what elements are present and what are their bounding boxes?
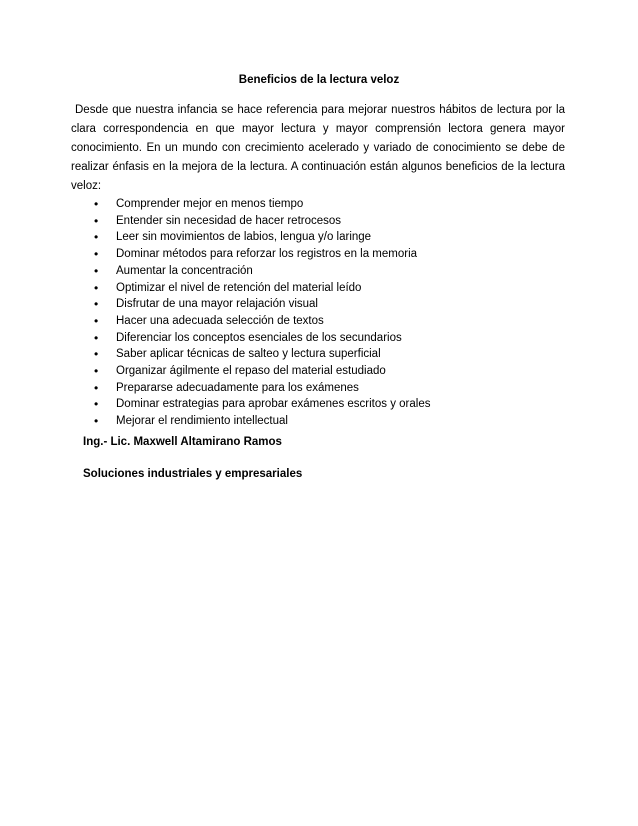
- bullet-icon: •: [94, 297, 99, 312]
- list-item-text: Saber aplicar técnicas de salteo y lectura superficial: [116, 348, 381, 361]
- bullet-icon: •: [94, 313, 99, 328]
- list-item: [94, 396, 564, 413]
- signature-company: Soluciones industriales y empresariales: [83, 468, 303, 480]
- bullet-icon: •: [94, 380, 99, 395]
- list-item-text: Organizar ágilmente el repaso del material estudiado: [116, 365, 386, 378]
- intro-paragraph: Desde que nuestra infancia se hace referencia para mejorar nuestros hábitos de lectura por la clara correspondencia en que mayor lectura y mayor comprensión lectora genera mayor conocimiento. En un mundo con crecimiento acelerado y variado de conocimiento se debe de realizar énfasis en la mejora de la lectura. A continuación están algunos beneficios de la lectura veloz:: [71, 104, 565, 192]
- list-item-text: Disfrutar de una mayor relajación visual: [116, 298, 318, 311]
- bullet-icon: •: [94, 414, 99, 429]
- list-item-text: Aumentar la concentración: [116, 264, 253, 277]
- list-item-text: Optimizar el nivel de retención del material leído: [116, 281, 362, 294]
- list-item-text: Entender sin necesidad de hacer retrocesos: [116, 214, 342, 227]
- list-item: [94, 196, 564, 213]
- list-item: [94, 330, 564, 347]
- list-item: [94, 280, 564, 297]
- list-item-text: Comprender mejor en menos tiempo: [116, 198, 304, 210]
- list-item: [94, 229, 564, 246]
- list-item-text: Hacer una adecuada selección de textos: [116, 314, 324, 327]
- bullet-icon: •: [94, 397, 99, 412]
- bullet-icon: •: [94, 364, 99, 379]
- bullet-icon: •: [94, 263, 99, 278]
- bullet-icon: •: [94, 230, 99, 245]
- list-item: [94, 346, 564, 363]
- list-item-text: Diferenciar los conceptos esenciales de los secundarios: [116, 331, 402, 344]
- signature-name: Ing.- Lic. Maxwell Altamirano Ramos: [83, 436, 282, 448]
- list-item: [94, 380, 564, 397]
- list-item: [94, 246, 564, 263]
- list-item-text: Prepararse adecuadamente para los exámenes: [116, 381, 359, 394]
- list-item: [94, 363, 564, 380]
- document-title: Beneficios de la lectura veloz: [238, 74, 400, 86]
- bullet-icon: •: [94, 280, 99, 295]
- benefits-list: [94, 196, 564, 430]
- bullet-icon: •: [94, 197, 99, 211]
- list-item-text: Dominar métodos para reforzar los registros en la memoria: [116, 248, 418, 261]
- list-item: [94, 296, 564, 313]
- list-item: [94, 213, 564, 230]
- bullet-icon: •: [94, 330, 99, 345]
- list-item-text: Mejorar el rendimiento intellectual: [116, 415, 288, 428]
- list-item: [94, 313, 564, 330]
- list-item-text: Leer sin movimientos de labios, lengua y/o laringe: [116, 231, 372, 244]
- bullet-icon: •: [94, 347, 99, 362]
- list-item: [94, 263, 564, 280]
- bullet-icon: •: [94, 247, 99, 262]
- bullet-icon: •: [94, 213, 99, 228]
- list-item: [94, 413, 564, 430]
- list-item-text: Dominar estrategias para aprobar exámenes escritos y orales: [116, 398, 431, 411]
